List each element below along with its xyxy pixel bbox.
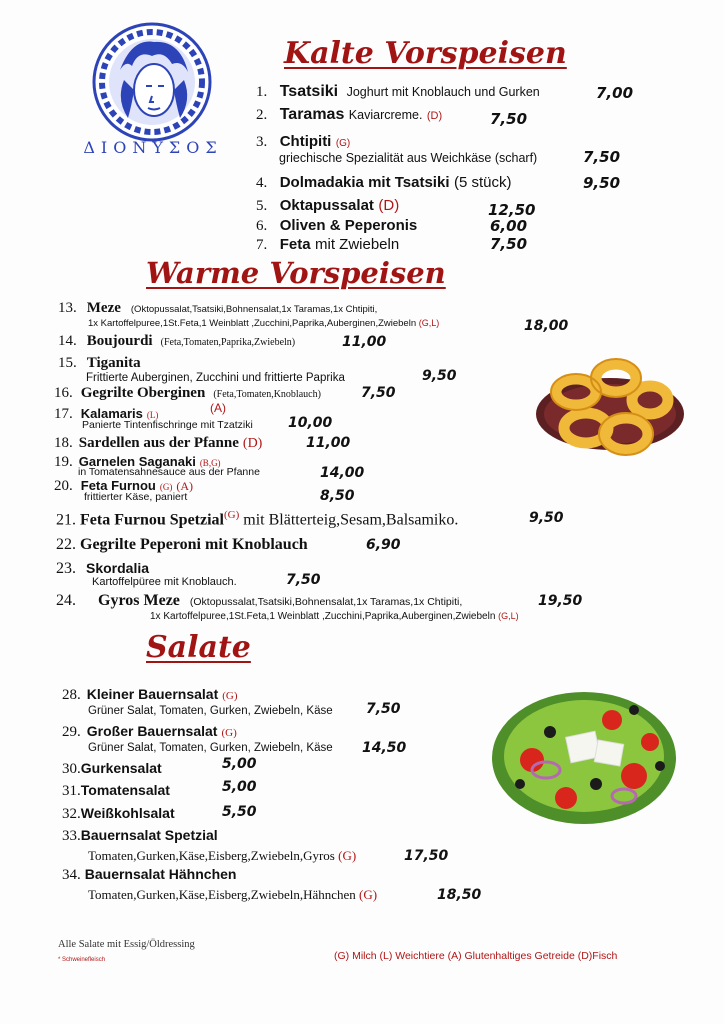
warm-item-21: [56, 509, 458, 529]
salad-item-31: [62, 782, 170, 800]
item-name: Tiganita: [86, 355, 141, 371]
item-number: 32.: [62, 806, 81, 822]
heading-salad: Salate: [146, 630, 251, 665]
allergen-marker: (D): [242, 436, 263, 451]
item-number: 13.: [58, 300, 77, 316]
item-number: 21.: [56, 511, 76, 529]
item-price: 7,00: [596, 84, 634, 102]
item-name: Kalamaris: [80, 406, 143, 421]
item-number: 5.: [256, 198, 268, 214]
cold-item-3: [256, 133, 350, 151]
item-number: 2.: [256, 107, 268, 123]
item-name: Gyros Meze: [98, 592, 180, 609]
cold-item-6: [256, 217, 417, 235]
item-name: Oliven & Peperonis: [279, 217, 418, 234]
item-desc-text: Tomaten,Gurken,Käse,Eisberg,Zwiebeln,Hähnchen: [88, 887, 356, 902]
item-number: 28.: [62, 687, 81, 703]
item-price: 12,50: [488, 201, 536, 219]
item-number: 3.: [256, 134, 268, 150]
item-price: 18,50: [437, 887, 482, 903]
salad-item-28: [62, 686, 238, 704]
item-price: 10,00: [288, 415, 333, 431]
item-price: 9,50: [583, 174, 621, 192]
item-desc: 1x Kartoffelpuree,1St.Feta,1 Weinblatt ,Zucchini,Paprika,Auberginen,Zwiebeln: [88, 318, 417, 329]
logo: [72, 20, 232, 170]
cold-item-5: [256, 197, 399, 215]
cold-item-7: [256, 236, 399, 254]
salad-photo: [484, 680, 684, 830]
salad-item-30: [62, 760, 162, 778]
allergen-legend: (G) Milch (L) Weichtiere (A) Glutenhaltiges Getreide (D)Fisch: [334, 950, 618, 962]
salad-item-33: [62, 827, 218, 845]
item-number: 29.: [62, 724, 81, 740]
item-price: 19,50: [538, 593, 583, 609]
item-desc: (5 stück): [453, 174, 512, 191]
item-price: 9,50: [529, 510, 564, 526]
allergen-marker: (A): [210, 401, 226, 415]
item-desc: (Feta,Tomaten,Paprika,Zwiebeln): [160, 337, 296, 348]
item-desc-text: Tomaten,Gurken,Käse,Eisberg,Zwiebeln,Gyros: [88, 848, 335, 863]
item-desc: Kartoffelpüree mit Knoblauch.: [92, 576, 237, 588]
warm-item-22: [56, 536, 308, 554]
item-number: 15.: [58, 355, 77, 371]
item-name: Kleiner Bauernsalat: [86, 686, 219, 702]
item-number: 19.: [54, 454, 73, 470]
item-price: 7,50: [366, 701, 401, 717]
item-desc: Kaviarcreme.: [348, 108, 423, 122]
item-price: 7,50: [583, 148, 621, 166]
item-desc: (Feta,Tomaten,Knoblauch): [213, 389, 321, 400]
item-number: 31.: [62, 783, 81, 799]
allergen-marker: (G): [159, 482, 173, 492]
allergen-marker: (G,L): [498, 611, 519, 621]
item-price: 14,00: [320, 465, 365, 481]
item-price: 7,50: [286, 572, 321, 588]
item-name: Weißkohlsalat: [80, 805, 175, 821]
item-desc: frittierter Käse, paniert: [84, 491, 188, 503]
item-name: Bauernsalat Spetzial: [80, 827, 218, 843]
item-desc: (Oktopussalat,Tsatsiki,Bohnensalat,1x Taramas,1x Chtipiti,: [189, 596, 463, 608]
item-name: Taramas: [279, 106, 345, 123]
cold-item-1: [256, 83, 540, 101]
footer-note: Alle Salate mit Essig/Öldressing: [58, 939, 195, 950]
item-name: Tomatensalat: [80, 782, 170, 798]
item-name: Feta: [279, 236, 311, 253]
item-number: 16.: [54, 385, 73, 401]
item-number: 23.: [56, 560, 76, 577]
item-number: 17.: [54, 406, 73, 422]
item-name: Meze: [86, 300, 121, 316]
warm-item-16: [54, 384, 321, 402]
logo-letters: ΔΙΟΝΥΣΟΣ: [83, 138, 223, 157]
item-number: 22.: [56, 536, 76, 553]
item-price: 14,50: [362, 740, 407, 756]
item-price: 8,50: [320, 488, 355, 504]
item-name: Oktapussalat: [279, 197, 374, 214]
item-desc: Grüner Salat, Tomaten, Gurken, Zwiebeln, Käse: [88, 705, 333, 717]
item-name: Feta Furnou Spetzial: [80, 511, 224, 529]
item-price: 6,00: [490, 217, 528, 235]
item-number: 7.: [256, 237, 268, 253]
item-price: 5,00: [222, 779, 257, 795]
item-price: 17,50: [404, 848, 449, 864]
item-price: 11,00: [306, 435, 351, 451]
item-desc-line2: [150, 611, 519, 622]
item-name: Gegrilte Peperoni mit Knoblauch: [80, 536, 308, 553]
item-number: 4.: [256, 175, 268, 191]
item-price: 5,50: [222, 804, 257, 820]
item-price: 9,50: [422, 368, 457, 384]
allergen-marker: (G): [221, 727, 237, 739]
allergen-marker: (L): [146, 410, 159, 420]
item-name: Chtipiti: [279, 133, 332, 150]
item-desc: mit Blätterteig,Sesam,Balsamiko.: [243, 511, 459, 529]
salad-item-32: [62, 805, 175, 823]
item-number: 14.: [58, 333, 77, 349]
item-name: Dolmadakia mit Tsatsiki: [279, 174, 450, 191]
greek-salad-icon: [484, 680, 684, 830]
salad-item-34: [62, 866, 236, 884]
item-price: 5,00: [222, 756, 257, 772]
allergen-marker: (G): [338, 848, 357, 863]
warm-item-24: [56, 592, 462, 610]
calamari-rings-icon: [526, 352, 686, 464]
item-desc: [88, 848, 356, 864]
item-number: 24.: [56, 592, 76, 609]
item-number: 34.: [62, 867, 81, 883]
item-desc: Joghurt mit Knoblauch und Gurken: [346, 85, 540, 99]
cold-item-2: [256, 106, 442, 124]
item-desc: griechische Spezialität aus Weichkäse (scharf): [279, 151, 538, 165]
item-number: 18.: [54, 435, 73, 451]
item-name: Feta Furnou: [80, 478, 156, 493]
item-desc-line2: [88, 318, 439, 329]
item-number: 1.: [256, 84, 268, 100]
warm-item-18: [54, 434, 262, 452]
allergen-marker: (A): [176, 479, 194, 493]
allergen-marker: (G): [224, 509, 240, 521]
allergen-marker: (D): [426, 110, 443, 122]
item-price: 7,50: [490, 110, 528, 128]
warm-item-14: [58, 332, 295, 350]
item-desc: mit Zwiebeln: [315, 236, 400, 253]
calamari-photo: [526, 352, 686, 464]
item-desc: 1x Kartoffelpuree,1St.Feta,1 Weinblatt ,Zucchini,Paprika,Auberginen,Zwiebeln: [150, 611, 496, 622]
footer-subnote: * Schweinefleisch: [58, 957, 106, 963]
item-price: 18,00: [524, 318, 569, 334]
item-desc: Frittierte Auberginen, Zucchini und frittierte Paprika: [86, 372, 345, 384]
warm-item-15: [58, 354, 141, 372]
item-name: Bauernsalat Hähnchen: [84, 866, 237, 882]
heading-cold: Kalte Vorspeisen: [284, 36, 567, 71]
item-number: 30.: [62, 761, 81, 777]
item-name: Garnelen Saganaki: [78, 454, 196, 469]
item-number: 6.: [256, 218, 268, 234]
item-desc: in Tomatensahnesauce aus der Pfanne: [78, 466, 260, 478]
allergen-marker: (G): [335, 138, 351, 149]
item-desc: (Oktopussalat,Tsatsiki,Bohnensalat,1x Taramas,1x Chtipiti,: [130, 304, 378, 315]
item-desc: [88, 887, 377, 903]
item-price: 7,50: [490, 235, 528, 253]
salad-item-29: [62, 723, 237, 741]
heading-warm: Warme Vorspeisen: [146, 256, 446, 290]
item-number: 20.: [54, 478, 73, 494]
allergen-marker: (G,L): [418, 318, 440, 328]
item-name: Boujourdi: [86, 333, 153, 349]
allergen-marker: (G): [222, 690, 238, 702]
item-name: Skordalia: [86, 560, 150, 576]
item-name: Gegrilte Oberginen: [80, 385, 206, 401]
item-price: 11,00: [342, 334, 387, 350]
cold-item-4: [256, 174, 511, 192]
allergen-marker: (G): [359, 887, 378, 902]
allergen-marker: (D): [378, 197, 400, 214]
item-price: 6,90: [366, 537, 401, 553]
warm-item-13: [58, 299, 377, 317]
allergen-marker: (B,G): [199, 458, 221, 468]
item-number: 33.: [62, 828, 81, 844]
item-price: 7,50: [361, 385, 396, 401]
item-name: Sardellen aus der Pfanne: [78, 435, 239, 451]
item-name: Großer Bauernsalat: [86, 723, 218, 739]
item-desc: Panierte Tintenfischringe mit Tzatziki: [82, 419, 253, 431]
item-name: Gurkensalat: [80, 760, 162, 776]
item-name: Tsatsiki: [279, 83, 339, 100]
item-desc: Grüner Salat, Tomaten, Gurken, Zwiebeln, Käse: [88, 742, 333, 754]
